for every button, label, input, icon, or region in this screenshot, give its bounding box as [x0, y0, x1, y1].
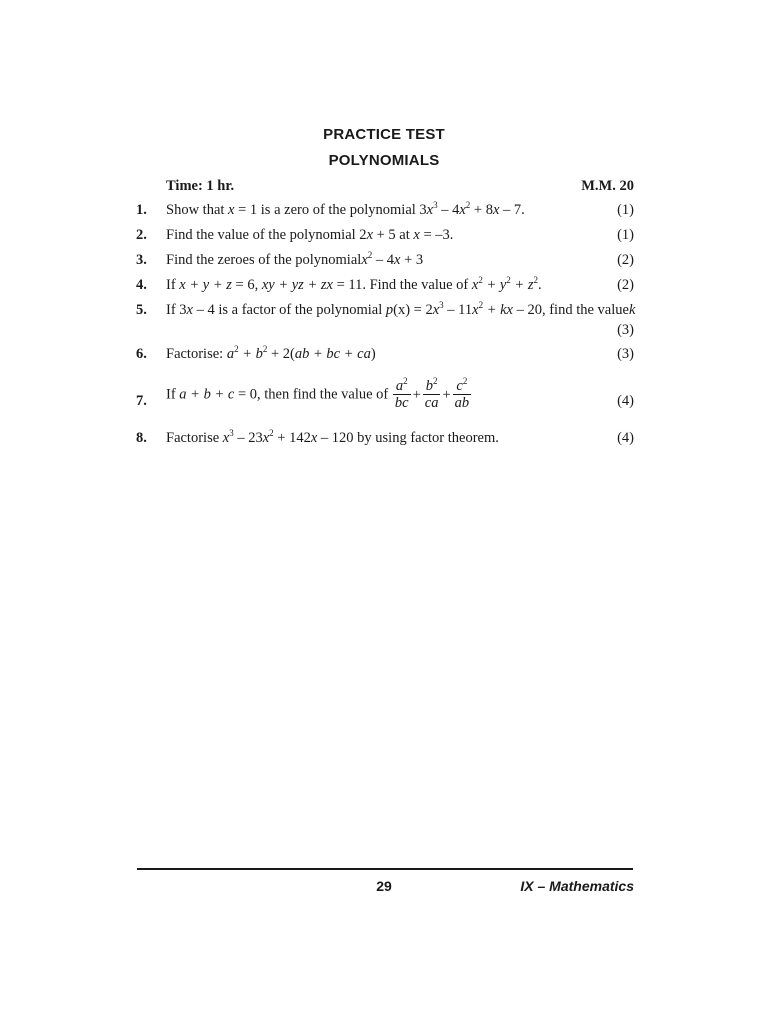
question-text: If 3x – 4 is a factor of the polynomial $p(x) = 2x^3 - 11x^2$ + kx – 20, find the valuek — [166, 300, 636, 318]
fraction-a2-bc: $\frac{a^2}{bc}$ — [394, 376, 409, 411]
question-marks: (2) — [617, 277, 634, 293]
fraction-c2-ab: $\frac{c^2}{ab}$ — [454, 376, 470, 411]
question-marks: (4) — [617, 430, 634, 446]
question-number: 5. — [136, 302, 147, 318]
question-text: If a + b + c = 0, then find the value of $\frac{a^2}{bc}$ + $\frac{b^2}{ca}$ + $\frac{c^2}{ab}$ — [166, 376, 470, 411]
question-marks: (1) — [617, 227, 634, 243]
page-title: PRACTICE TEST — [323, 126, 445, 143]
question-marks: (1) — [617, 202, 634, 218]
question-text: Factorise: $a^2 + b^2 + 2(ab$ + bc + ca) — [166, 344, 376, 362]
max-marks-label: M.M. 20 — [581, 178, 634, 194]
question-7 — [136, 378, 634, 422]
question-number: 1. — [136, 202, 147, 218]
question-marks: (3) — [617, 322, 634, 338]
time-label: Time: 1 hr. — [166, 178, 235, 194]
question-text: Find the zeroes of the polynomialx$^2$ – 4x + 3 — [166, 250, 424, 268]
question-marks: (4) — [617, 393, 634, 409]
question-text: If x + y + z = 6, xy + yz + zx = 11. Find the value of $x^2 + y^2 + z^2$. — [166, 275, 542, 293]
footer-subject: IX – Mathematics — [520, 878, 634, 894]
question-text: Show that x = 1 is a zero of the polynomial $3x^3 - 4x^2 + 8x - 7$. — [166, 200, 525, 218]
question-number: 3. — [136, 252, 147, 268]
question-marks: (3) — [617, 346, 634, 362]
question-number: 4. — [136, 277, 147, 293]
question-number: 2. — [136, 227, 147, 243]
fraction-b2-ca: $\frac{b^2}{ca}$ — [424, 376, 439, 411]
question-number: 8. — [136, 430, 147, 446]
question-number: 7. — [136, 393, 147, 409]
footer-divider — [137, 868, 633, 870]
question-number: 6. — [136, 346, 147, 362]
question-text: Find the value of the polynomial 2x + 5 at x = –3. — [166, 227, 454, 243]
question-text: Factorise $x^3 - 23x^2 + 142x - 120$ by using factor theorem. — [166, 428, 499, 446]
page-subtitle: POLYNOMIALS — [328, 152, 440, 169]
question-marks: (2) — [617, 252, 634, 268]
page-number: 29 — [376, 878, 392, 894]
